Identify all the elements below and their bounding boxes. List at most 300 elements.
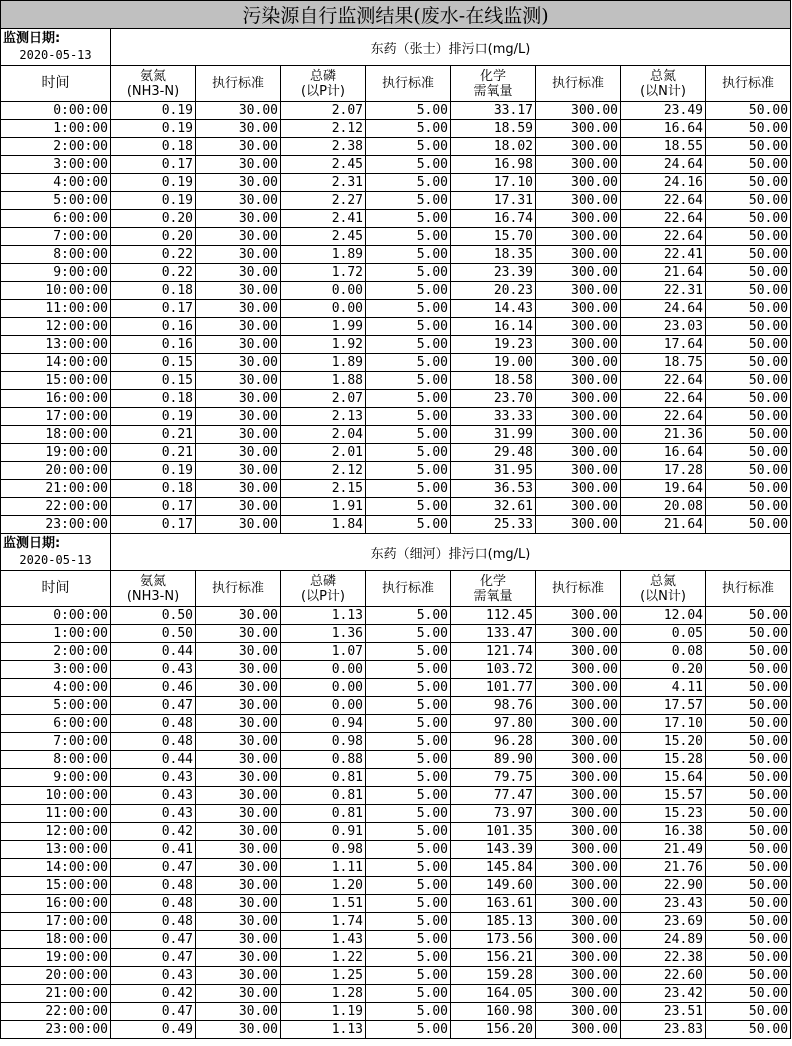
value-cell: 1.25 xyxy=(281,967,366,985)
table-row xyxy=(1,354,791,372)
value-cell: 17.10 xyxy=(451,174,536,192)
time-cell: 10:00:00 xyxy=(1,787,111,805)
value-cell: 300.00 xyxy=(536,643,621,661)
value-cell: 2.13 xyxy=(281,408,366,426)
value-cell: 50.00 xyxy=(706,102,791,120)
value-cell: 300.00 xyxy=(536,715,621,733)
value-cell: 0.42 xyxy=(111,985,196,1003)
value-cell: 50.00 xyxy=(706,390,791,408)
table-row xyxy=(1,120,791,138)
time-cell: 4:00:00 xyxy=(1,174,111,192)
value-cell: 0.50 xyxy=(111,625,196,643)
value-cell: 50.00 xyxy=(706,372,791,390)
value-cell: 5.00 xyxy=(366,895,451,913)
value-cell: 50.00 xyxy=(706,210,791,228)
value-cell: 300.00 xyxy=(536,769,621,787)
value-cell: 0.20 xyxy=(111,210,196,228)
value-cell: 24.64 xyxy=(621,300,706,318)
value-cell: 163.61 xyxy=(451,895,536,913)
value-cell: 0.98 xyxy=(281,841,366,859)
value-cell: 1.20 xyxy=(281,877,366,895)
column-header: 执行标准 xyxy=(366,571,451,607)
value-cell: 30.00 xyxy=(196,823,281,841)
value-cell: 5.00 xyxy=(366,949,451,967)
value-cell: 50.00 xyxy=(706,1021,791,1039)
value-cell: 103.72 xyxy=(451,661,536,679)
value-cell: 16.38 xyxy=(621,823,706,841)
column-header: 氨氮 (NH3-N) xyxy=(111,66,196,102)
value-cell: 300.00 xyxy=(536,318,621,336)
time-cell: 6:00:00 xyxy=(1,210,111,228)
value-cell: 133.47 xyxy=(451,625,536,643)
time-cell: 16:00:00 xyxy=(1,895,111,913)
value-cell: 0.18 xyxy=(111,138,196,156)
value-cell: 5.00 xyxy=(366,480,451,498)
value-cell: 300.00 xyxy=(536,264,621,282)
value-cell: 50.00 xyxy=(706,264,791,282)
value-cell: 50.00 xyxy=(706,282,791,300)
value-cell: 50.00 xyxy=(706,1003,791,1021)
value-cell: 15.23 xyxy=(621,805,706,823)
value-cell: 23.69 xyxy=(621,913,706,931)
value-cell: 32.61 xyxy=(451,498,536,516)
value-cell: 30.00 xyxy=(196,931,281,949)
value-cell: 300.00 xyxy=(536,625,621,643)
time-cell: 23:00:00 xyxy=(1,1021,111,1039)
value-cell: 50.00 xyxy=(706,516,791,534)
value-cell: 5.00 xyxy=(366,733,451,751)
value-cell: 50.00 xyxy=(706,733,791,751)
value-cell: 0.22 xyxy=(111,264,196,282)
value-cell: 2.45 xyxy=(281,228,366,246)
value-cell: 0.17 xyxy=(111,498,196,516)
value-cell: 33.17 xyxy=(451,102,536,120)
value-cell: 300.00 xyxy=(536,877,621,895)
value-cell: 16.14 xyxy=(451,318,536,336)
value-cell: 30.00 xyxy=(196,462,281,480)
value-cell: 30.00 xyxy=(196,787,281,805)
table-row xyxy=(1,264,791,282)
value-cell: 0.91 xyxy=(281,823,366,841)
value-cell: 0.15 xyxy=(111,372,196,390)
value-cell: 1.07 xyxy=(281,643,366,661)
value-cell: 0.43 xyxy=(111,661,196,679)
value-cell: 30.00 xyxy=(196,372,281,390)
value-cell: 50.00 xyxy=(706,156,791,174)
value-cell: 18.75 xyxy=(621,354,706,372)
time-cell: 3:00:00 xyxy=(1,156,111,174)
column-header: 执行标准 xyxy=(536,66,621,102)
value-cell: 300.00 xyxy=(536,408,621,426)
value-cell: 0.00 xyxy=(281,679,366,697)
table-row xyxy=(1,751,791,769)
value-cell: 0.42 xyxy=(111,823,196,841)
time-cell: 9:00:00 xyxy=(1,769,111,787)
table-row xyxy=(1,372,791,390)
value-cell: 300.00 xyxy=(536,733,621,751)
value-cell: 18.58 xyxy=(451,372,536,390)
time-cell: 15:00:00 xyxy=(1,877,111,895)
value-cell: 0.48 xyxy=(111,715,196,733)
value-cell: 50.00 xyxy=(706,823,791,841)
value-cell: 300.00 xyxy=(536,1003,621,1021)
outlet-name: 东药（张士）排污口(mg/L) xyxy=(111,29,791,66)
value-cell: 5.00 xyxy=(366,625,451,643)
value-cell: 30.00 xyxy=(196,679,281,697)
value-cell: 112.45 xyxy=(451,607,536,625)
monitoring-date-label: 监测日期: xyxy=(3,31,61,46)
table-row xyxy=(1,931,791,949)
value-cell: 300.00 xyxy=(536,859,621,877)
value-cell: 23.43 xyxy=(621,895,706,913)
value-cell: 23.42 xyxy=(621,985,706,1003)
value-cell: 50.00 xyxy=(706,877,791,895)
value-cell: 5.00 xyxy=(366,318,451,336)
report-title: 污染源自行监测结果(废水-在线监测) xyxy=(1,1,791,29)
value-cell: 50.00 xyxy=(706,480,791,498)
value-cell: 1.28 xyxy=(281,985,366,1003)
value-cell: 2.12 xyxy=(281,462,366,480)
value-cell: 17.57 xyxy=(621,697,706,715)
time-cell: 17:00:00 xyxy=(1,913,111,931)
value-cell: 0.05 xyxy=(621,625,706,643)
table-row xyxy=(1,192,791,210)
value-cell: 5.00 xyxy=(366,372,451,390)
value-cell: 0.22 xyxy=(111,246,196,264)
value-cell: 0.81 xyxy=(281,769,366,787)
time-cell: 21:00:00 xyxy=(1,480,111,498)
column-header: 化学 需氧量 xyxy=(451,571,536,607)
column-header: 时间 xyxy=(1,571,111,607)
table-row xyxy=(1,282,791,300)
value-cell: 14.43 xyxy=(451,300,536,318)
value-cell: 5.00 xyxy=(366,336,451,354)
value-cell: 0.21 xyxy=(111,426,196,444)
value-cell: 30.00 xyxy=(196,444,281,462)
value-cell: 30.00 xyxy=(196,913,281,931)
value-cell: 50.00 xyxy=(706,895,791,913)
value-cell: 300.00 xyxy=(536,192,621,210)
table-row xyxy=(1,949,791,967)
value-cell: 30.00 xyxy=(196,607,281,625)
table-row xyxy=(1,246,791,264)
time-cell: 14:00:00 xyxy=(1,859,111,877)
column-header: 执行标准 xyxy=(196,571,281,607)
value-cell: 0.20 xyxy=(621,661,706,679)
value-cell: 300.00 xyxy=(536,841,621,859)
value-cell: 300.00 xyxy=(536,210,621,228)
value-cell: 0.19 xyxy=(111,462,196,480)
value-cell: 0.00 xyxy=(281,697,366,715)
value-cell: 0.43 xyxy=(111,805,196,823)
value-cell: 31.95 xyxy=(451,462,536,480)
time-cell: 5:00:00 xyxy=(1,697,111,715)
value-cell: 25.33 xyxy=(451,516,536,534)
value-cell: 5.00 xyxy=(366,859,451,877)
value-cell: 0.19 xyxy=(111,102,196,120)
value-cell: 156.21 xyxy=(451,949,536,967)
column-header: 氨氮 (NH3-N) xyxy=(111,571,196,607)
value-cell: 17.31 xyxy=(451,192,536,210)
value-cell: 29.48 xyxy=(451,444,536,462)
table-row xyxy=(1,985,791,1003)
value-cell: 50.00 xyxy=(706,444,791,462)
value-cell: 5.00 xyxy=(366,985,451,1003)
value-cell: 22.64 xyxy=(621,390,706,408)
value-cell: 30.00 xyxy=(196,697,281,715)
value-cell: 0.48 xyxy=(111,733,196,751)
value-cell: 50.00 xyxy=(706,805,791,823)
value-cell: 5.00 xyxy=(366,408,451,426)
value-cell: 50.00 xyxy=(706,697,791,715)
value-cell: 30.00 xyxy=(196,859,281,877)
value-cell: 1.89 xyxy=(281,354,366,372)
value-cell: 1.13 xyxy=(281,607,366,625)
value-cell: 50.00 xyxy=(706,679,791,697)
table-row xyxy=(1,462,791,480)
value-cell: 160.98 xyxy=(451,1003,536,1021)
value-cell: 1.74 xyxy=(281,913,366,931)
value-cell: 149.60 xyxy=(451,877,536,895)
value-cell: 5.00 xyxy=(366,1003,451,1021)
value-cell: 300.00 xyxy=(536,967,621,985)
value-cell: 30.00 xyxy=(196,895,281,913)
value-cell: 23.83 xyxy=(621,1021,706,1039)
value-cell: 50.00 xyxy=(706,318,791,336)
value-cell: 24.64 xyxy=(621,156,706,174)
value-cell: 79.75 xyxy=(451,769,536,787)
value-cell: 22.31 xyxy=(621,282,706,300)
value-cell: 20.08 xyxy=(621,498,706,516)
value-cell: 18.59 xyxy=(451,120,536,138)
table-row xyxy=(1,733,791,751)
value-cell: 5.00 xyxy=(366,805,451,823)
table-row xyxy=(1,607,791,625)
value-cell: 0.47 xyxy=(111,1003,196,1021)
value-cell: 2.04 xyxy=(281,426,366,444)
table-row xyxy=(1,102,791,120)
value-cell: 15.28 xyxy=(621,751,706,769)
table-row xyxy=(1,895,791,913)
value-cell: 300.00 xyxy=(536,895,621,913)
value-cell: 97.80 xyxy=(451,715,536,733)
section-header-row xyxy=(1,534,791,571)
value-cell: 0.19 xyxy=(111,192,196,210)
value-cell: 1.36 xyxy=(281,625,366,643)
value-cell: 300.00 xyxy=(536,426,621,444)
value-cell: 2.15 xyxy=(281,480,366,498)
value-cell: 5.00 xyxy=(366,228,451,246)
value-cell: 50.00 xyxy=(706,498,791,516)
value-cell: 300.00 xyxy=(536,1021,621,1039)
value-cell: 50.00 xyxy=(706,426,791,444)
value-cell: 17.10 xyxy=(621,715,706,733)
value-cell: 30.00 xyxy=(196,715,281,733)
table-row xyxy=(1,787,791,805)
value-cell: 50.00 xyxy=(706,787,791,805)
value-cell: 96.28 xyxy=(451,733,536,751)
value-cell: 0.17 xyxy=(111,300,196,318)
value-cell: 50.00 xyxy=(706,120,791,138)
value-cell: 5.00 xyxy=(366,246,451,264)
value-cell: 31.99 xyxy=(451,426,536,444)
table-row xyxy=(1,444,791,462)
value-cell: 36.53 xyxy=(451,480,536,498)
table-row xyxy=(1,210,791,228)
value-cell: 300.00 xyxy=(536,300,621,318)
table-row xyxy=(1,859,791,877)
value-cell: 0.98 xyxy=(281,733,366,751)
value-cell: 300.00 xyxy=(536,390,621,408)
time-cell: 0:00:00 xyxy=(1,607,111,625)
value-cell: 0.19 xyxy=(111,174,196,192)
value-cell: 0.43 xyxy=(111,967,196,985)
value-cell: 30.00 xyxy=(196,282,281,300)
table-row xyxy=(1,823,791,841)
monitoring-date-value: 2020-05-13 xyxy=(19,553,92,567)
value-cell: 300.00 xyxy=(536,156,621,174)
table-row xyxy=(1,408,791,426)
value-cell: 50.00 xyxy=(706,354,791,372)
value-cell: 50.00 xyxy=(706,643,791,661)
time-cell: 9:00:00 xyxy=(1,264,111,282)
value-cell: 5.00 xyxy=(366,354,451,372)
value-cell: 30.00 xyxy=(196,967,281,985)
value-cell: 21.36 xyxy=(621,426,706,444)
table-row xyxy=(1,625,791,643)
value-cell: 0.49 xyxy=(111,1021,196,1039)
value-cell: 22.64 xyxy=(621,372,706,390)
time-cell: 13:00:00 xyxy=(1,841,111,859)
value-cell: 0.94 xyxy=(281,715,366,733)
value-cell: 5.00 xyxy=(366,264,451,282)
value-cell: 143.39 xyxy=(451,841,536,859)
value-cell: 0.00 xyxy=(281,661,366,679)
value-cell: 0.88 xyxy=(281,751,366,769)
section-header-row xyxy=(1,29,791,66)
value-cell: 1.99 xyxy=(281,318,366,336)
value-cell: 5.00 xyxy=(366,697,451,715)
value-cell: 30.00 xyxy=(196,841,281,859)
value-cell: 0.18 xyxy=(111,390,196,408)
value-cell: 50.00 xyxy=(706,174,791,192)
time-cell: 13:00:00 xyxy=(1,336,111,354)
value-cell: 1.13 xyxy=(281,1021,366,1039)
value-cell: 50.00 xyxy=(706,661,791,679)
value-cell: 22.64 xyxy=(621,228,706,246)
value-cell: 5.00 xyxy=(366,426,451,444)
value-cell: 0.17 xyxy=(111,516,196,534)
monitoring-date-label: 监测日期: xyxy=(3,536,61,551)
value-cell: 1.11 xyxy=(281,859,366,877)
value-cell: 18.35 xyxy=(451,246,536,264)
value-cell: 300.00 xyxy=(536,805,621,823)
value-cell: 0.48 xyxy=(111,877,196,895)
value-cell: 5.00 xyxy=(366,498,451,516)
value-cell: 77.47 xyxy=(451,787,536,805)
time-cell: 14:00:00 xyxy=(1,354,111,372)
column-header: 总氮 (以N计) xyxy=(621,66,706,102)
value-cell: 21.76 xyxy=(621,859,706,877)
value-cell: 15.70 xyxy=(451,228,536,246)
value-cell: 0.16 xyxy=(111,318,196,336)
value-cell: 16.98 xyxy=(451,156,536,174)
value-cell: 30.00 xyxy=(196,408,281,426)
value-cell: 0.20 xyxy=(111,228,196,246)
value-cell: 159.28 xyxy=(451,967,536,985)
value-cell: 1.43 xyxy=(281,931,366,949)
time-cell: 11:00:00 xyxy=(1,805,111,823)
value-cell: 121.74 xyxy=(451,643,536,661)
value-cell: 15.57 xyxy=(621,787,706,805)
table-row xyxy=(1,805,791,823)
value-cell: 23.51 xyxy=(621,1003,706,1021)
column-header: 化学 需氧量 xyxy=(451,66,536,102)
value-cell: 300.00 xyxy=(536,462,621,480)
value-cell: 300.00 xyxy=(536,697,621,715)
table-row xyxy=(1,715,791,733)
time-cell: 2:00:00 xyxy=(1,643,111,661)
table-row xyxy=(1,877,791,895)
value-cell: 5.00 xyxy=(366,679,451,697)
table-row xyxy=(1,661,791,679)
table-row xyxy=(1,480,791,498)
time-cell: 10:00:00 xyxy=(1,282,111,300)
time-cell: 12:00:00 xyxy=(1,823,111,841)
value-cell: 30.00 xyxy=(196,426,281,444)
value-cell: 5.00 xyxy=(366,787,451,805)
value-cell: 50.00 xyxy=(706,967,791,985)
value-cell: 30.00 xyxy=(196,1021,281,1039)
value-cell: 2.38 xyxy=(281,138,366,156)
value-cell: 5.00 xyxy=(366,643,451,661)
value-cell: 15.20 xyxy=(621,733,706,751)
value-cell: 5.00 xyxy=(366,138,451,156)
value-cell: 22.41 xyxy=(621,246,706,264)
monitoring-date-value: 2020-05-13 xyxy=(19,48,92,62)
value-cell: 300.00 xyxy=(536,138,621,156)
value-cell: 0.44 xyxy=(111,643,196,661)
value-cell: 0.00 xyxy=(281,282,366,300)
value-cell: 50.00 xyxy=(706,336,791,354)
column-header: 执行标准 xyxy=(366,66,451,102)
value-cell: 1.19 xyxy=(281,1003,366,1021)
time-cell: 18:00:00 xyxy=(1,426,111,444)
value-cell: 5.00 xyxy=(366,931,451,949)
table-row xyxy=(1,643,791,661)
value-cell: 5.00 xyxy=(366,120,451,138)
value-cell: 5.00 xyxy=(366,841,451,859)
value-cell: 30.00 xyxy=(196,661,281,679)
value-cell: 30.00 xyxy=(196,390,281,408)
value-cell: 50.00 xyxy=(706,841,791,859)
value-cell: 30.00 xyxy=(196,769,281,787)
value-cell: 0.08 xyxy=(621,643,706,661)
value-cell: 30.00 xyxy=(196,498,281,516)
value-cell: 5.00 xyxy=(366,751,451,769)
table-row xyxy=(1,516,791,534)
value-cell: 1.89 xyxy=(281,246,366,264)
time-cell: 22:00:00 xyxy=(1,1003,111,1021)
value-cell: 5.00 xyxy=(366,661,451,679)
value-cell: 300.00 xyxy=(536,372,621,390)
value-cell: 300.00 xyxy=(536,516,621,534)
value-cell: 19.64 xyxy=(621,480,706,498)
table-row xyxy=(1,913,791,931)
value-cell: 1.88 xyxy=(281,372,366,390)
value-cell: 300.00 xyxy=(536,336,621,354)
value-cell: 50.00 xyxy=(706,859,791,877)
